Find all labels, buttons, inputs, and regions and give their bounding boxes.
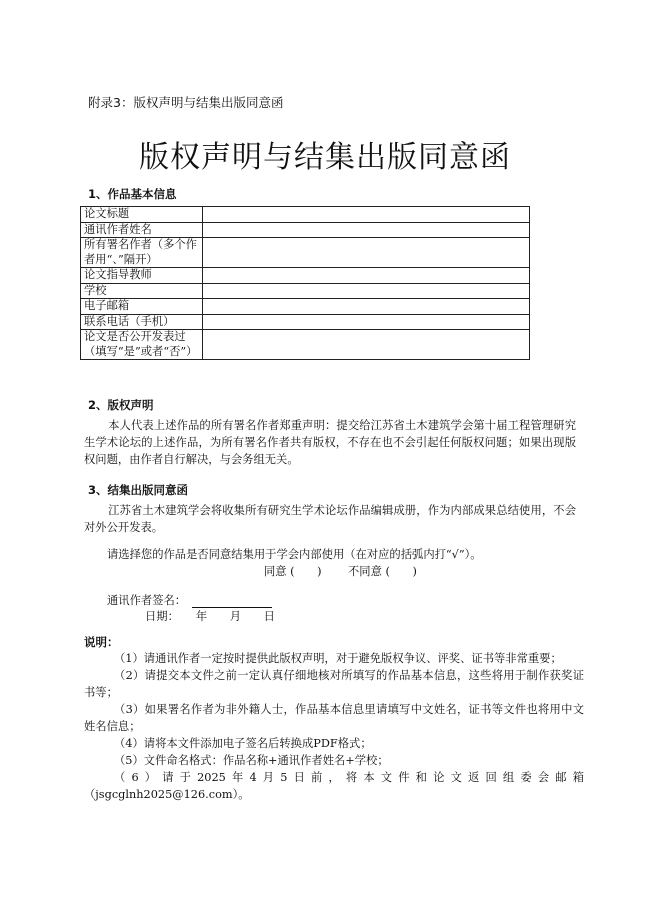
table-value-cell[interactable] [203,283,530,299]
table-value-cell[interactable] [203,207,530,223]
basic-info-table [80,206,530,360]
consent-statement [84,502,576,536]
table-label-cell: 电子邮箱 [81,299,203,315]
note-item: （4）请将本文件添加电子签名后转换成PDF格式； [114,737,372,750]
table-label-cell: 通讯作者姓名 [81,222,203,238]
disagree-option[interactable]: 不同意 ( ) [348,565,417,578]
signature-row [107,592,272,608]
copyright-statement [84,417,576,468]
note-item: （6）请于2025年4月5日前，将本文件和论文返回组委会邮箱（jsgcglnh2025@126.com）。 [84,771,584,801]
table-row [81,222,530,238]
consent-text: 江苏省土木建筑学会将收集所有研究生学术论坛作品编辑成册，作为内部成果总结使用，不会对外公开发表。 [84,504,576,534]
table-row [81,330,530,360]
table-label-cell: 论文是否公开发表过（填写“是”或者“否”） [81,330,203,360]
section-heading-basic-info: 1、作品基本信息 [88,187,177,201]
table-row [81,299,530,315]
page-title: 版权声明与结集出版同意函 [139,140,511,175]
note-item: （1）请通讯作者一定按时提供此版权声明，对于避免版权争议、评奖、证书等非常重要； [114,652,562,665]
note-item: （3）如果署名作者为非外籍人士，作品基本信息里请填写中文姓名，证书等文件也将用中文姓名信息； [84,703,584,733]
appendix-label: 附录3：版权声明与结集出版同意函 [88,95,284,110]
table-row [81,238,530,268]
signature-label: 通讯作者签名： [107,594,187,607]
note-item: （2）请提交本文件之前一定认真仔细地核对所填写的作品基本信息，这些将用于制作获奖证书等； [84,669,584,699]
table-row [81,207,530,223]
table-value-cell[interactable] [203,299,530,315]
table-row [81,283,530,299]
notes-heading: 说明： [84,635,119,649]
table-row [81,268,530,284]
table-value-cell[interactable] [203,314,530,330]
table-label-cell: 论文标题 [81,207,203,223]
table-value-cell[interactable] [203,222,530,238]
section-heading-copyright: 2、版权声明 [88,398,154,412]
table-label-cell: 所有署名作者（多个作者用“、”隔开） [81,238,203,268]
date-line: 日期： 年 月 日 [145,610,275,623]
table-value-cell[interactable] [203,268,530,284]
note-item: （5）文件命名格式：作品名称+通讯作者姓名+学校； [114,754,389,767]
table-value-cell[interactable] [203,238,530,268]
choice-prompt: 请选择您的作品是否同意结集用于学会内部使用（在对应的括弧内打“√”）。 [107,548,482,561]
agree-option[interactable]: 同意 ( ) [264,565,322,578]
notes-list [84,650,584,803]
copyright-text: 本人代表上述作品的所有署名作者郑重声明：提交给江苏省土木建筑学会第十届工程管理研究生学术论坛的上述作品，为所有署名作者共有版权，不存在也不会引起任何版权问题；如果出现版权问题，由作者自行解决，与会务组无关。 [84,419,576,466]
section-heading-consent: 3、结集出版同意函 [88,483,189,497]
signature-line[interactable] [192,595,272,608]
table-label-cell: 联系电话（手机） [81,314,203,330]
table-label-cell: 学校 [81,283,203,299]
table-label-cell: 论文指导教师 [81,268,203,284]
table-value-cell[interactable] [203,330,530,360]
table-row [81,314,530,330]
